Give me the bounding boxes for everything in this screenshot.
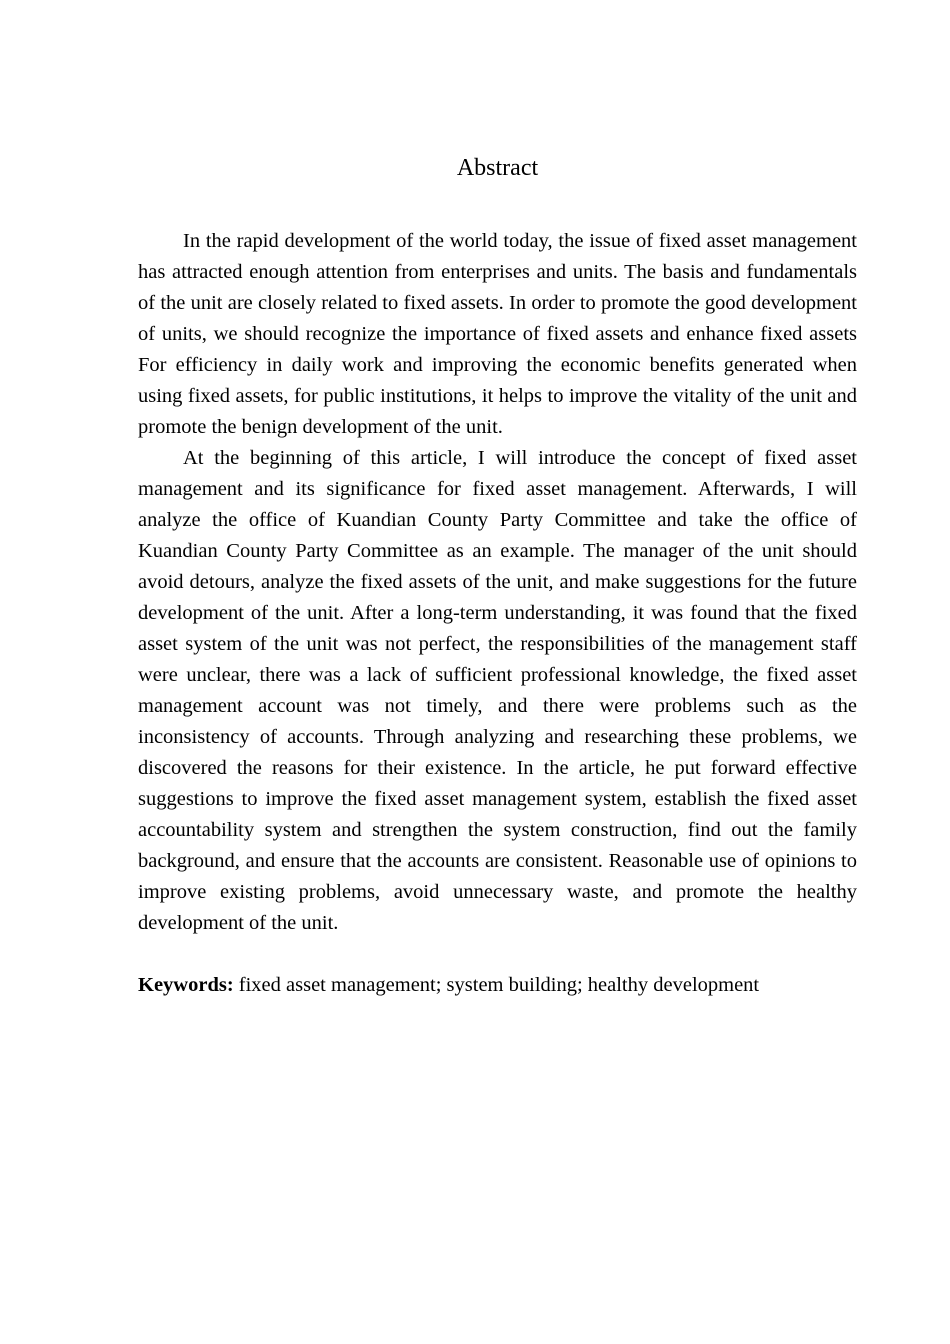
abstract-page xyxy=(138,150,857,1001)
keywords-label: Keywords: xyxy=(138,974,234,996)
abstract-paragraph-2: At the beginning of this article, I will introduce the concept of fixed asset management and its significance for fixed asset management. Afterwards, I will analyze the office of Kuandian County Party Committee and take the office of Kuandian County Party Committee as an example. The manager of the unit should avoid detours, analyze the fixed assets of the unit, and make suggestions for the future development of the unit. After a long-term understanding, it was found that the fixed asset system of the unit was not perfect, the responsibilities of the management staff were unclear, there was a lack of sufficient professional knowledge, the fixed asset management account was not timely, and there were problems such as the inconsistency of accounts. Through analyzing and researching these problems, we discovered the reasons for their existence. In the article, he put forward effective suggestions to improve the fixed asset management system, establish the fixed asset accountability system and strengthen the system construction, find out the family background, and ensure that the accounts are consistent. Reasonable use of opinions to improve existing problems, avoid unnecessary waste, and promote the healthy development of the unit. xyxy=(138,447,857,934)
abstract-title: Abstract xyxy=(456,155,539,181)
keywords-line xyxy=(138,970,857,1001)
abstract-paragraph-1: In the rapid development of the world today, the issue of fixed asset management has attracted enough attention from enterprises and units. The basis and fundamentals of the unit are closely related to fixed assets. In order to promote the good development of units, we should recognize the importance of fixed assets and enhance fixed assets For efficiency in daily work and improving the economic benefits generated when using fixed assets, for public institutions, it helps to improve the vitality of the unit and promote the benign development of the unit. xyxy=(138,230,857,438)
keywords-text: fixed asset management; system building; healthy development xyxy=(238,974,760,996)
